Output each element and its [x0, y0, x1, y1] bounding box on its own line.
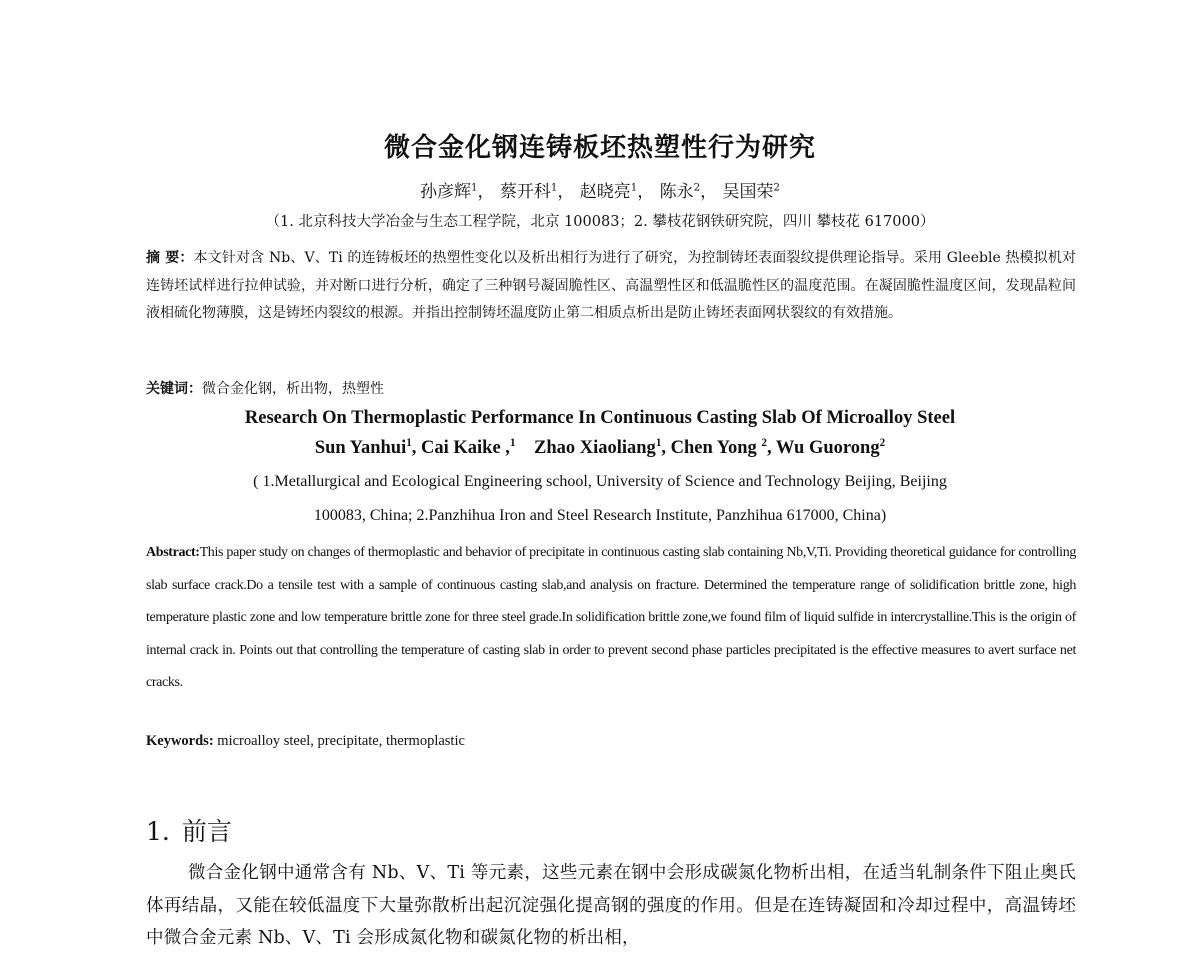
author: Sun Yanhui$^1$, [314, 436, 422, 458]
author: 吴国荣$^2$ [722, 182, 781, 202]
section-title: 前言 [181, 817, 232, 846]
author-list-cn [0, 177, 1200, 202]
section-paragraph: 微合金化钢中通常含有 Nb、V、Ti 等元素，这些元素在钢中会形成碳氮化物析出相，在适当轧制条件下阻止奥氏体再结晶，又能在较低温度下大量弥散析出起沉淀强化提高钢的强度的作用。但是在连铸凝固和冷却过程中，高温铸坯中微合金元素 Nb、V、Ti 会形成氮化物和碳氮化物的析出相， [146, 863, 1076, 948]
abstract-label-cn: 摘 要： [146, 250, 194, 266]
author-list-en [0, 438, 1200, 459]
keywords-en [146, 733, 1076, 750]
abstract-text-cn: 本文针对含 Nb、V、Ti 的连铸板坯的热塑性变化以及析出相行为进行了研究，为控制铸坯表面裂纹提供理论指导。采用 Gleeble 热模拟机对连铸坯试样进行拉伸试验，并对断口进行分析，确定了三种钢号凝固脆性区、高温塑性区和低温脆性区的温度范围。在凝固脆性温度区间，发现晶粒间液相硫化物薄膜，这是铸坯内裂纹的根源。并指出控制铸坯温度防止第二相质点析出是防止铸坯表面网状裂纹的有效措施。 [146, 250, 1076, 321]
abstract-text-en: This paper study on changes of thermoplastic and behavior of precipitate in continuous casting slab containing Nb,V,Ti. Providing theoretical guidance for controlling slab surface crack.Do a tensile test with a sample of continuous casting slab,and analysis on fracture. Determined the temperature range of solidification brittle zone, high temperature plastic zone and low temperature brittle zone for three steel grade.In solidification brittle zone,we found film of liquid sulfide in intercrystalline.This is the origin of internal crack in. Points out that controlling the temperature of casting slab in order to prevent second phase particles precipitated is the effective measures to avert surface net cracks. [146, 545, 1076, 690]
author: Cai Kaike ,$^1$ [421, 436, 516, 458]
keywords-text-cn: 微合金化钢，析出物，热塑性 [202, 381, 384, 397]
affiliation-en-line2: 100083, China; 2.Panzhihua Iron and Steel Research Institute, Panzhihua 617000, China) [313, 507, 887, 524]
author: 赵晓亮$^1$， [579, 182, 660, 202]
paper-title-en: Research On Thermoplastic Performance In Continuous Casting Slab Of Microalloy Steel [244, 408, 956, 428]
abstract-label-en: Abstract: [146, 545, 200, 560]
author: Zhao Xiaoliang$^1$, [533, 436, 671, 458]
author: Chen Yong $^2$, [670, 436, 772, 458]
abstract-en [146, 537, 1076, 700]
author: 蔡开科$^1$， [499, 182, 575, 202]
affiliation-cn: （1. 北京科技大学冶金与生态工程学院，北京 100083；2. 攀枝花钢铁研究院，四川 攀枝花 617000） [265, 214, 935, 230]
keywords-cn [146, 378, 1076, 398]
keywords-text-en: microalloy steel, precipitate, thermoplastic [213, 733, 465, 749]
section-heading [146, 812, 232, 848]
author: Wu Guorong$^2$ [775, 436, 886, 458]
affiliation-en-line1: ( 1.Metallurgical and Ecological Engineering school, University of Science and Technology Beijing, Beijing [253, 473, 947, 490]
section-number: 1. [146, 817, 170, 846]
author: 孙彦辉$^1$， [419, 182, 495, 202]
author: 陈永$^2$， [659, 182, 718, 202]
abstract-cn [146, 245, 1076, 328]
paper-title-cn: 微合金化钢连铸板坯热塑性行为研究 [383, 133, 816, 163]
keywords-label-en: Keywords: [146, 733, 214, 749]
keywords-label-cn: 关键词： [146, 381, 202, 397]
